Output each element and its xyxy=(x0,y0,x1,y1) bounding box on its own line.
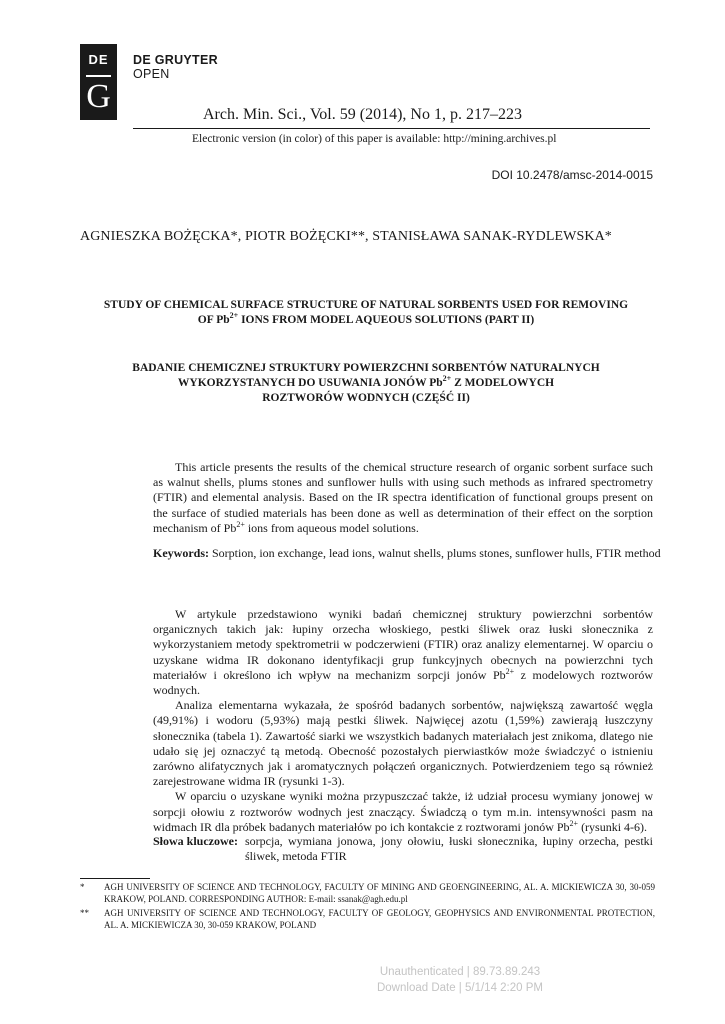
slowa-kluczowe-label: Słowa kluczowe: xyxy=(153,834,238,848)
abstract-pl-p3-end: (rysunki 4-6). xyxy=(578,819,648,834)
abstract-pl-p1-end: z modelowych roztworów wodnych. xyxy=(153,667,654,698)
keywords xyxy=(153,546,661,561)
abstract-en-text: This article presents the results of the chemical structure research of organic sorbent surface such as walnut shells, plums stones and sunflower hulls with using such methods as infrared spectrometry (FTIR) and elemental analysis. Based on the IR spectra identification of functional groups present on the surface of studied materials has been done as well as determination of their effect on the sorption mechanism of Pb xyxy=(153,460,653,535)
abstract-pl-p1-sup: 2+ xyxy=(505,666,515,676)
publisher-logo xyxy=(80,44,117,120)
title-en-line2-pre: OF Pb xyxy=(197,314,230,326)
footnote-1-mark: * xyxy=(80,882,85,892)
electronic-version-note: Electronic version (in color) of this paper is available: http://mining.archives.pl xyxy=(192,133,557,145)
title-pl-line3: ROZTWORÓW WODNYCH (CZĘŚĆ II) xyxy=(262,392,470,404)
abstract-pl-p3-sup: 2+ xyxy=(569,818,579,828)
authors: AGNIESZKA BOŻĘCKA*, PIOTR BOŻĘCKI**, STANISŁAWA SANAK-RYDLEWSKA* xyxy=(80,229,612,244)
title-en-sup: 2+ xyxy=(229,311,239,320)
abstract-pl-p1-text: W artykule przedstawiono wyniki badań chemicznej struktury powierzchni sorbentów organicznych takich jak: łupiny orzecha włoskiego, pestki śliwek oraz łuski słonecznika z wykorzystaniem metody spektrometrii w podczerwieni (FTIR) oraz analizy elementarnej. W oparciu o uzyskane widma IR dokonano identyfikacji grup funkcyjnych obecnych na powierzchni tych materiałów i określono ich wpływ na mechanizm sorpcji jonów Pb xyxy=(153,607,653,682)
keywords-label: Keywords: xyxy=(153,546,209,560)
title-en-line1: STUDY OF CHEMICAL SURFACE STRUCTURE OF NATURAL SORBENTS USED FOR REMOVING xyxy=(103,299,629,311)
footnote-rule xyxy=(80,878,150,879)
keywords-text: Sorption, ion exchange, lead ions, walnut shells, plums stones, sunflower hulls, FTIR method xyxy=(209,546,661,560)
header-rule xyxy=(133,128,650,129)
watermark-line1: Unauthenticated | 89.73.89.243 xyxy=(379,966,541,978)
title-polish xyxy=(80,361,652,406)
watermark-line2: Download Date | 5/1/14 2:20 PM xyxy=(376,982,543,994)
abstract-pl-paragraph-2: Analiza elementarna wykazała, że spośród badanych sorbentów, największą zawartość węgla (49,91%) i wodoru (5,93%) mają pestki śliwek. Najwięcej azotu (1,59%) zawierają łuszczyny słonecznika (tabela 1). Zawartość siarki we wszystkich badanych materiałach jest znikoma, dlatego nie udało się jej oznaczyć tą metodą. Obecność pozostałych pierwiastków może świadczyć o istnieniu zarówno alifatycznych jak i aromatycznych połączeń organicznych. Potwierdzeniem tego są również zarejestrowane widma IR (rysunki 1-3). xyxy=(153,698,653,789)
title-pl-line2 xyxy=(80,376,652,391)
footnote-2-text: AGH UNIVERSITY OF SCIENCE AND TECHNOLOGY, FACULTY OF GEOLOGY, GEOPHYSICS AND ENVIRONMENTAL PROTECTION, AL. A. MICKIEWICZA 30, 30-059 KRAKOW, POLAND xyxy=(104,908,655,930)
title-pl-line2-post: Z MODELOWYCH xyxy=(451,377,555,389)
abstract-en-sup: 2+ xyxy=(236,519,245,529)
logo-g-text: G xyxy=(86,78,111,115)
title-pl-line1: BADANIE CHEMICZNEJ STRUKTURY POWIERZCHNI SORBENTÓW NATURALNYCH xyxy=(132,362,600,374)
abstract-pl-paragraph-1 xyxy=(153,607,653,698)
logo-de-text: DE xyxy=(88,52,109,67)
abstract-polish xyxy=(153,607,653,835)
abstract-english xyxy=(153,460,653,536)
abstract-pl-p3-text: W oparciu o uzyskane wyniki można przypuszczać także, iż udział procesu wymiany jonowej w sorpcji ołowiu z roztworów wodnych jest znaczący. Świadczą o tym m.in. intensywności pasm na widmach IR dla próbek badanych materiałów po ich kontakcie z roztworami jonów Pb xyxy=(153,789,653,834)
title-en-line2 xyxy=(80,313,652,328)
footnote-1-text: AGH UNIVERSITY OF SCIENCE AND TECHNOLOGY, FACULTY OF MINING AND GEOENGINEERING, AL. A. MICKIEWICZA 30, 30-059 KRAKOW, POLAND. CORRESPONDING AUTHOR: E-mail: ssanak@agh.edu.pl xyxy=(104,882,655,904)
journal-reference: Arch. Min. Sci., Vol. 59 (2014), No 1, p. 217–223 xyxy=(203,106,522,123)
doi: DOI 10.2478/amsc-2014-0015 xyxy=(491,168,653,182)
title-en-line2-post: IONS FROM MODEL AQUEOUS SOLUTIONS (PART II) xyxy=(238,314,535,326)
abstract-pl-paragraph-3 xyxy=(153,789,653,835)
abstract-en-paragraph xyxy=(153,460,653,536)
publisher-name: DE GRUYTER xyxy=(133,53,218,67)
footnote-2-mark: ** xyxy=(80,908,89,918)
title-english xyxy=(80,298,652,328)
title-pl-line2-pre: WYKORZYSTANYCH DO USUWANIA JONÓW Pb xyxy=(177,377,443,389)
abstract-en-text-end: ions from aqueous model solutions. xyxy=(244,520,419,535)
slowa-kluczowe-text: sorpcja, wymiana jonowa, jony ołowiu, łuski słonecznika, łupiny orzecha, pestki śliwek, metoda FTIR xyxy=(245,834,653,864)
title-pl-sup: 2+ xyxy=(442,374,452,383)
publisher-sub: OPEN xyxy=(133,67,170,81)
